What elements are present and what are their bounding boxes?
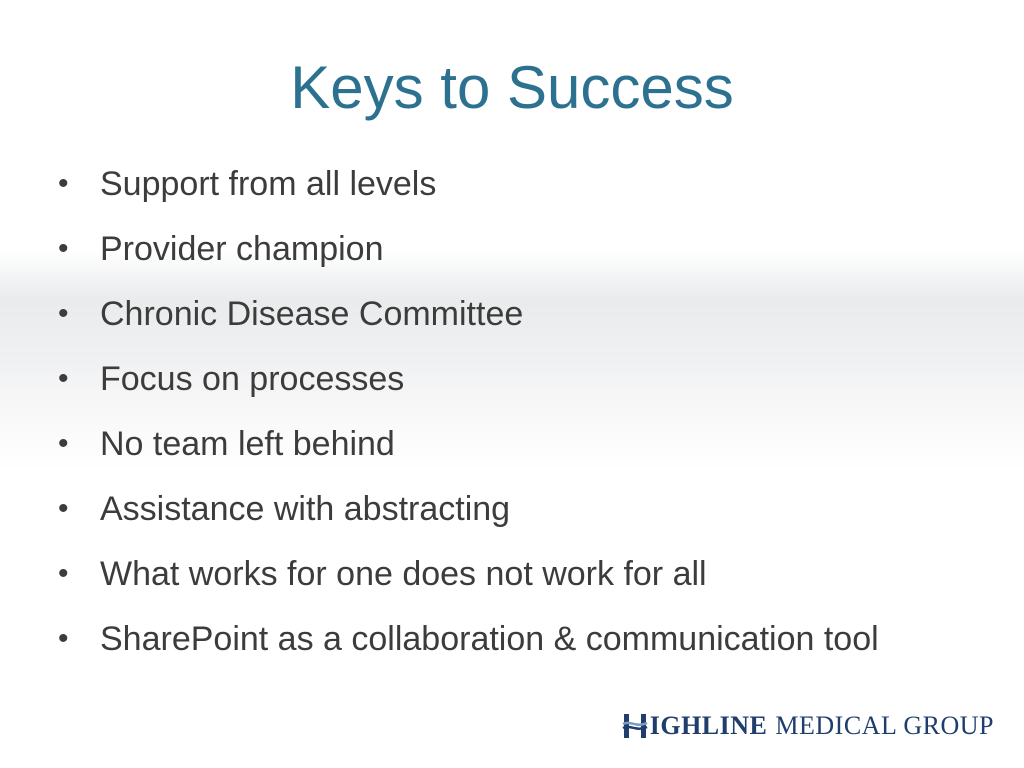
bullet-text: Provider champion — [100, 230, 384, 268]
bullet-item — [58, 489, 958, 529]
bullet-text: No team left behind — [100, 425, 395, 463]
highline-medical-group-logo — [622, 706, 994, 746]
bullet-text: SharePoint as a collaboration & communication tool — [100, 620, 879, 658]
bullet-text: Focus on processes — [100, 360, 405, 398]
bullet-text: What works for one does not work for all — [100, 555, 707, 593]
bullet-marker: • — [58, 557, 69, 590]
bullet-text: Assistance with abstracting — [100, 490, 511, 528]
logo-wordmark — [650, 711, 994, 741]
bullet-marker: • — [58, 167, 69, 200]
bullet-marker: • — [58, 622, 69, 655]
bullet-marker: • — [58, 427, 69, 460]
highline-h-mark-icon — [622, 711, 648, 741]
bullet-text: Chronic Disease Committee — [100, 295, 524, 333]
bullet-marker: • — [58, 362, 69, 395]
bullet-marker: • — [58, 297, 69, 330]
bullet-item — [58, 359, 958, 399]
bullet-item — [58, 424, 958, 464]
bullet-item — [58, 554, 958, 594]
bullet-item — [58, 229, 958, 269]
bullet-item — [58, 164, 958, 204]
bullet-list — [58, 164, 958, 684]
bullet-marker: • — [58, 492, 69, 525]
logo-secondary-text: MEDICAL GROUP — [775, 711, 994, 740]
bullet-item — [58, 619, 958, 659]
bullet-item — [58, 294, 958, 334]
bullet-marker: • — [58, 232, 69, 265]
logo-primary-text: IGHLINE — [649, 711, 768, 740]
bullet-text: Support from all levels — [100, 165, 437, 203]
slide-title: Keys to Success — [290, 54, 734, 121]
